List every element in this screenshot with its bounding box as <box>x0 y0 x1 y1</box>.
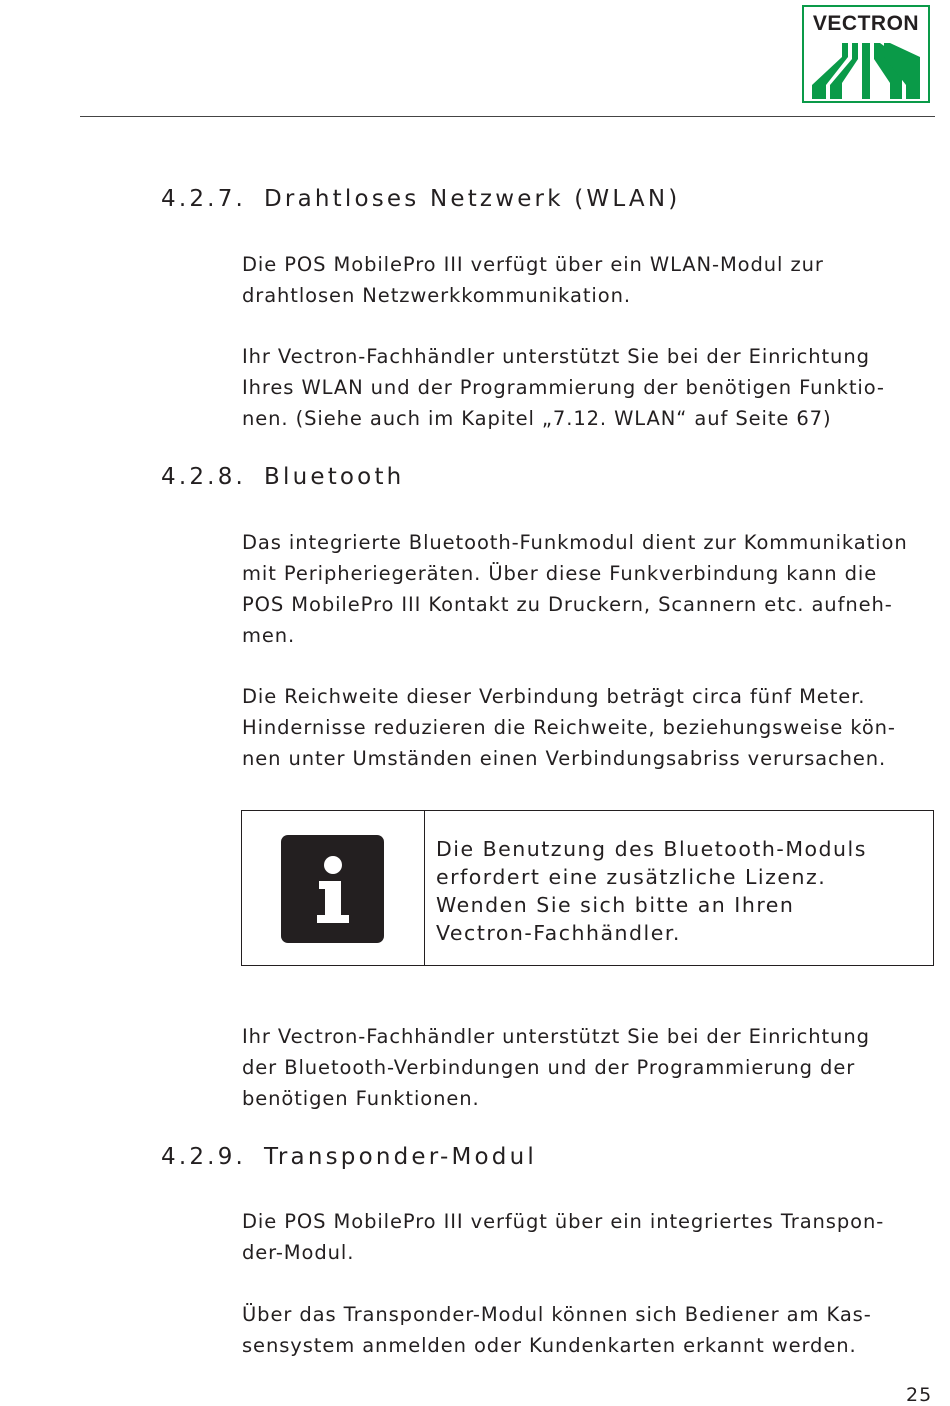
text-line: Wenden Sie sich bitte an Ihren <box>436 893 795 917</box>
section-title: Transponder-Modul <box>264 1144 537 1170</box>
section-number: 4.2.9. <box>161 1144 247 1170</box>
info-icon <box>281 835 384 943</box>
text-line: Vectron-Fachhändler. <box>436 921 681 945</box>
text-line: POS MobilePro III Kontakt zu Druckern, Scannern etc. aufneh- <box>242 593 893 616</box>
text-line: der Bluetooth-Verbindungen und der Programmierung der <box>242 1056 856 1079</box>
section-title: Drahtloses Netzwerk (WLAN) <box>264 186 681 212</box>
section-heading-wlan <box>161 186 680 212</box>
section-title: Bluetooth <box>264 464 405 490</box>
text-line: Ihr Vectron-Fachhändler unterstützt Sie bei der Einrichtung <box>242 345 870 368</box>
paragraph <box>242 341 885 434</box>
text-line: erfordert eine zusätzliche Lizenz. <box>436 865 827 889</box>
logo-stripes-icon <box>812 43 920 99</box>
text-line: Ihr Vectron-Fachhändler unterstützt Sie bei der Einrichtung <box>242 1025 870 1048</box>
text-line: nen unter Umständen einen Verbindungsabriss verursachen. <box>242 747 887 770</box>
paragraph <box>242 1299 872 1361</box>
logo-text: VECTRON <box>812 12 920 35</box>
section-heading-bluetooth <box>161 464 404 490</box>
info-note-box <box>241 810 934 966</box>
vectron-logo <box>802 5 930 103</box>
text-line: nen. (Siehe auch im Kapitel „7.12. WLAN“ auf Seite 67) <box>242 407 832 430</box>
header-rule <box>80 116 935 117</box>
text-line: Die Reichweite dieser Verbindung beträgt circa fünf Meter. <box>242 685 866 708</box>
section-number: 4.2.7. <box>161 186 247 212</box>
text-line: men. <box>242 624 296 647</box>
text-line: der-Modul. <box>242 1241 355 1264</box>
text-line: mit Peripheriegeräten. Über diese Funkverbindung kann die <box>242 562 878 585</box>
paragraph <box>242 1206 884 1268</box>
text-line: Das integrierte Bluetooth-Funkmodul dient zur Kommunikation <box>242 531 908 554</box>
info-divider <box>424 811 425 965</box>
text-line: Die POS MobilePro III verfügt über ein WLAN-Modul zur <box>242 253 824 276</box>
text-line: Über das Transponder-Modul können sich Bediener am Kas- <box>242 1303 872 1326</box>
text-line: drahtlosen Netzwerkkommunikation. <box>242 284 631 307</box>
section-number: 4.2.8. <box>161 464 247 490</box>
page-number: 25 <box>906 1384 933 1406</box>
text-line: Die Benutzung des Bluetooth-Moduls <box>436 837 867 861</box>
text-line: benötigen Funktionen. <box>242 1087 480 1110</box>
section-heading-transponder <box>161 1144 537 1170</box>
text-line: Die POS MobilePro III verfügt über ein integriertes Transpon- <box>242 1210 885 1233</box>
paragraph <box>242 249 824 311</box>
info-note-text <box>436 835 867 947</box>
text-line: Ihres WLAN und der Programmierung der benötigen Funktio- <box>242 376 885 399</box>
paragraph <box>242 1021 870 1114</box>
text-line: Hindernisse reduzieren die Reichweite, beziehungsweise kön- <box>242 716 896 739</box>
paragraph <box>242 681 896 774</box>
text-line: sensystem anmelden oder Kundenkarten erkannt werden. <box>242 1334 857 1357</box>
paragraph <box>242 527 908 651</box>
